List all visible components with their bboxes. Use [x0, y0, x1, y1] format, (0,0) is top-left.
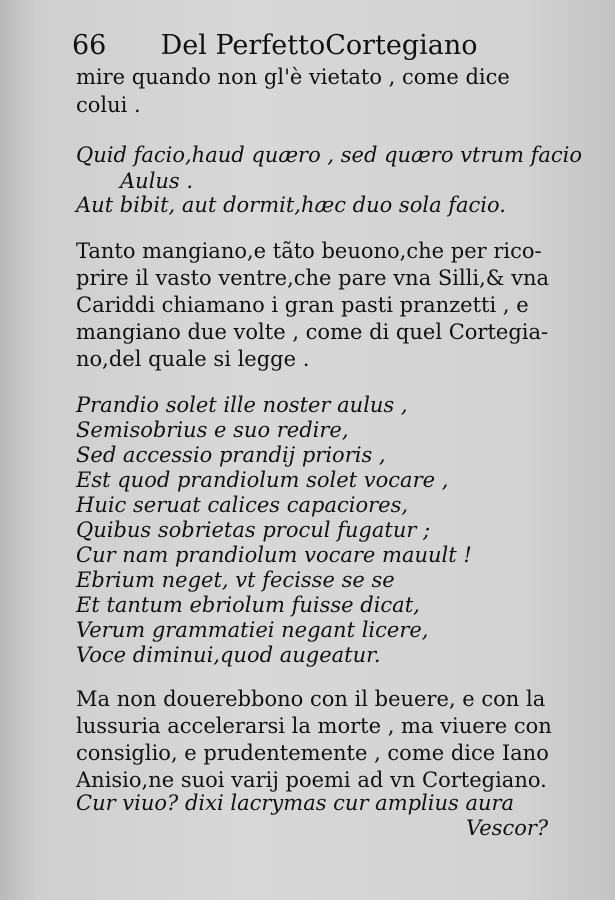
- verse-line: Sed accessio prandij prioris ,: [76, 443, 386, 467]
- running-title: Del PerfettoCortegiano: [160, 30, 478, 61]
- text-line: Cariddi chiamano i gran pasti pranzetti , e: [76, 293, 529, 317]
- text-line: prire il vasto ventre,che pare vna Silli,& vna: [76, 266, 550, 290]
- verse-line: Est quod prandiolum solet vocare ,: [76, 468, 449, 492]
- verse-line: Huic seruat calices capaciores,: [76, 493, 409, 517]
- verse-line: Cur viuo? dixi lacrymas cur amplius aura: [76, 791, 515, 815]
- text-line: Ma non douerebbono con il beuere, e con la: [76, 687, 546, 711]
- running-header: [72, 30, 478, 62]
- verse-line: Et tantum ebriolum fuisse dicat,: [76, 593, 420, 617]
- verse-line: Prandio solet ille noster aulus ,: [76, 393, 408, 417]
- text-line: no,del quale si legge .: [76, 347, 310, 371]
- text-line: mire quando non gl'è vietato , come dice: [76, 65, 510, 89]
- text-line: consiglio, e prudentemente , come dice Iano: [76, 741, 549, 765]
- verse-line: Verum grammatiei negant licere,: [76, 618, 429, 642]
- verse-line: Voce diminui,quod augeatur.: [76, 643, 381, 667]
- verse-line: Quibus sobrietas procul fugatur ;: [76, 518, 431, 542]
- verse-line: Aut bibit, aut dormit,hæc duo sola facio.: [76, 193, 506, 217]
- text-line: Anisio,ne suoi varij poemi ad vn Cortegiano.: [76, 768, 547, 792]
- text-line: Tanto mangiano,e tãto beuono,che per rico-: [76, 239, 542, 263]
- text-line: mangiano due volte , come di quel Cortegia-: [76, 320, 549, 344]
- verse-line: Cur nam prandiolum vocare mauult !: [76, 543, 472, 567]
- page-number: 66: [72, 30, 107, 61]
- verse-line: Semisobrius e suo redire,: [76, 418, 349, 442]
- bleed-through-texture: [60, 90, 600, 112]
- verse-line: Quid facio,haud quæro , sed quæro vtrum facio: [76, 143, 583, 167]
- text-line: lussuria accelerarsi la morte , ma viuere con: [76, 714, 552, 738]
- catchword: Vescor?: [466, 816, 549, 840]
- text-line: colui .: [76, 93, 141, 117]
- verse-line: Ebrium neget, vt fecisse se se: [76, 568, 395, 592]
- verse-line: Aulus .: [120, 169, 194, 193]
